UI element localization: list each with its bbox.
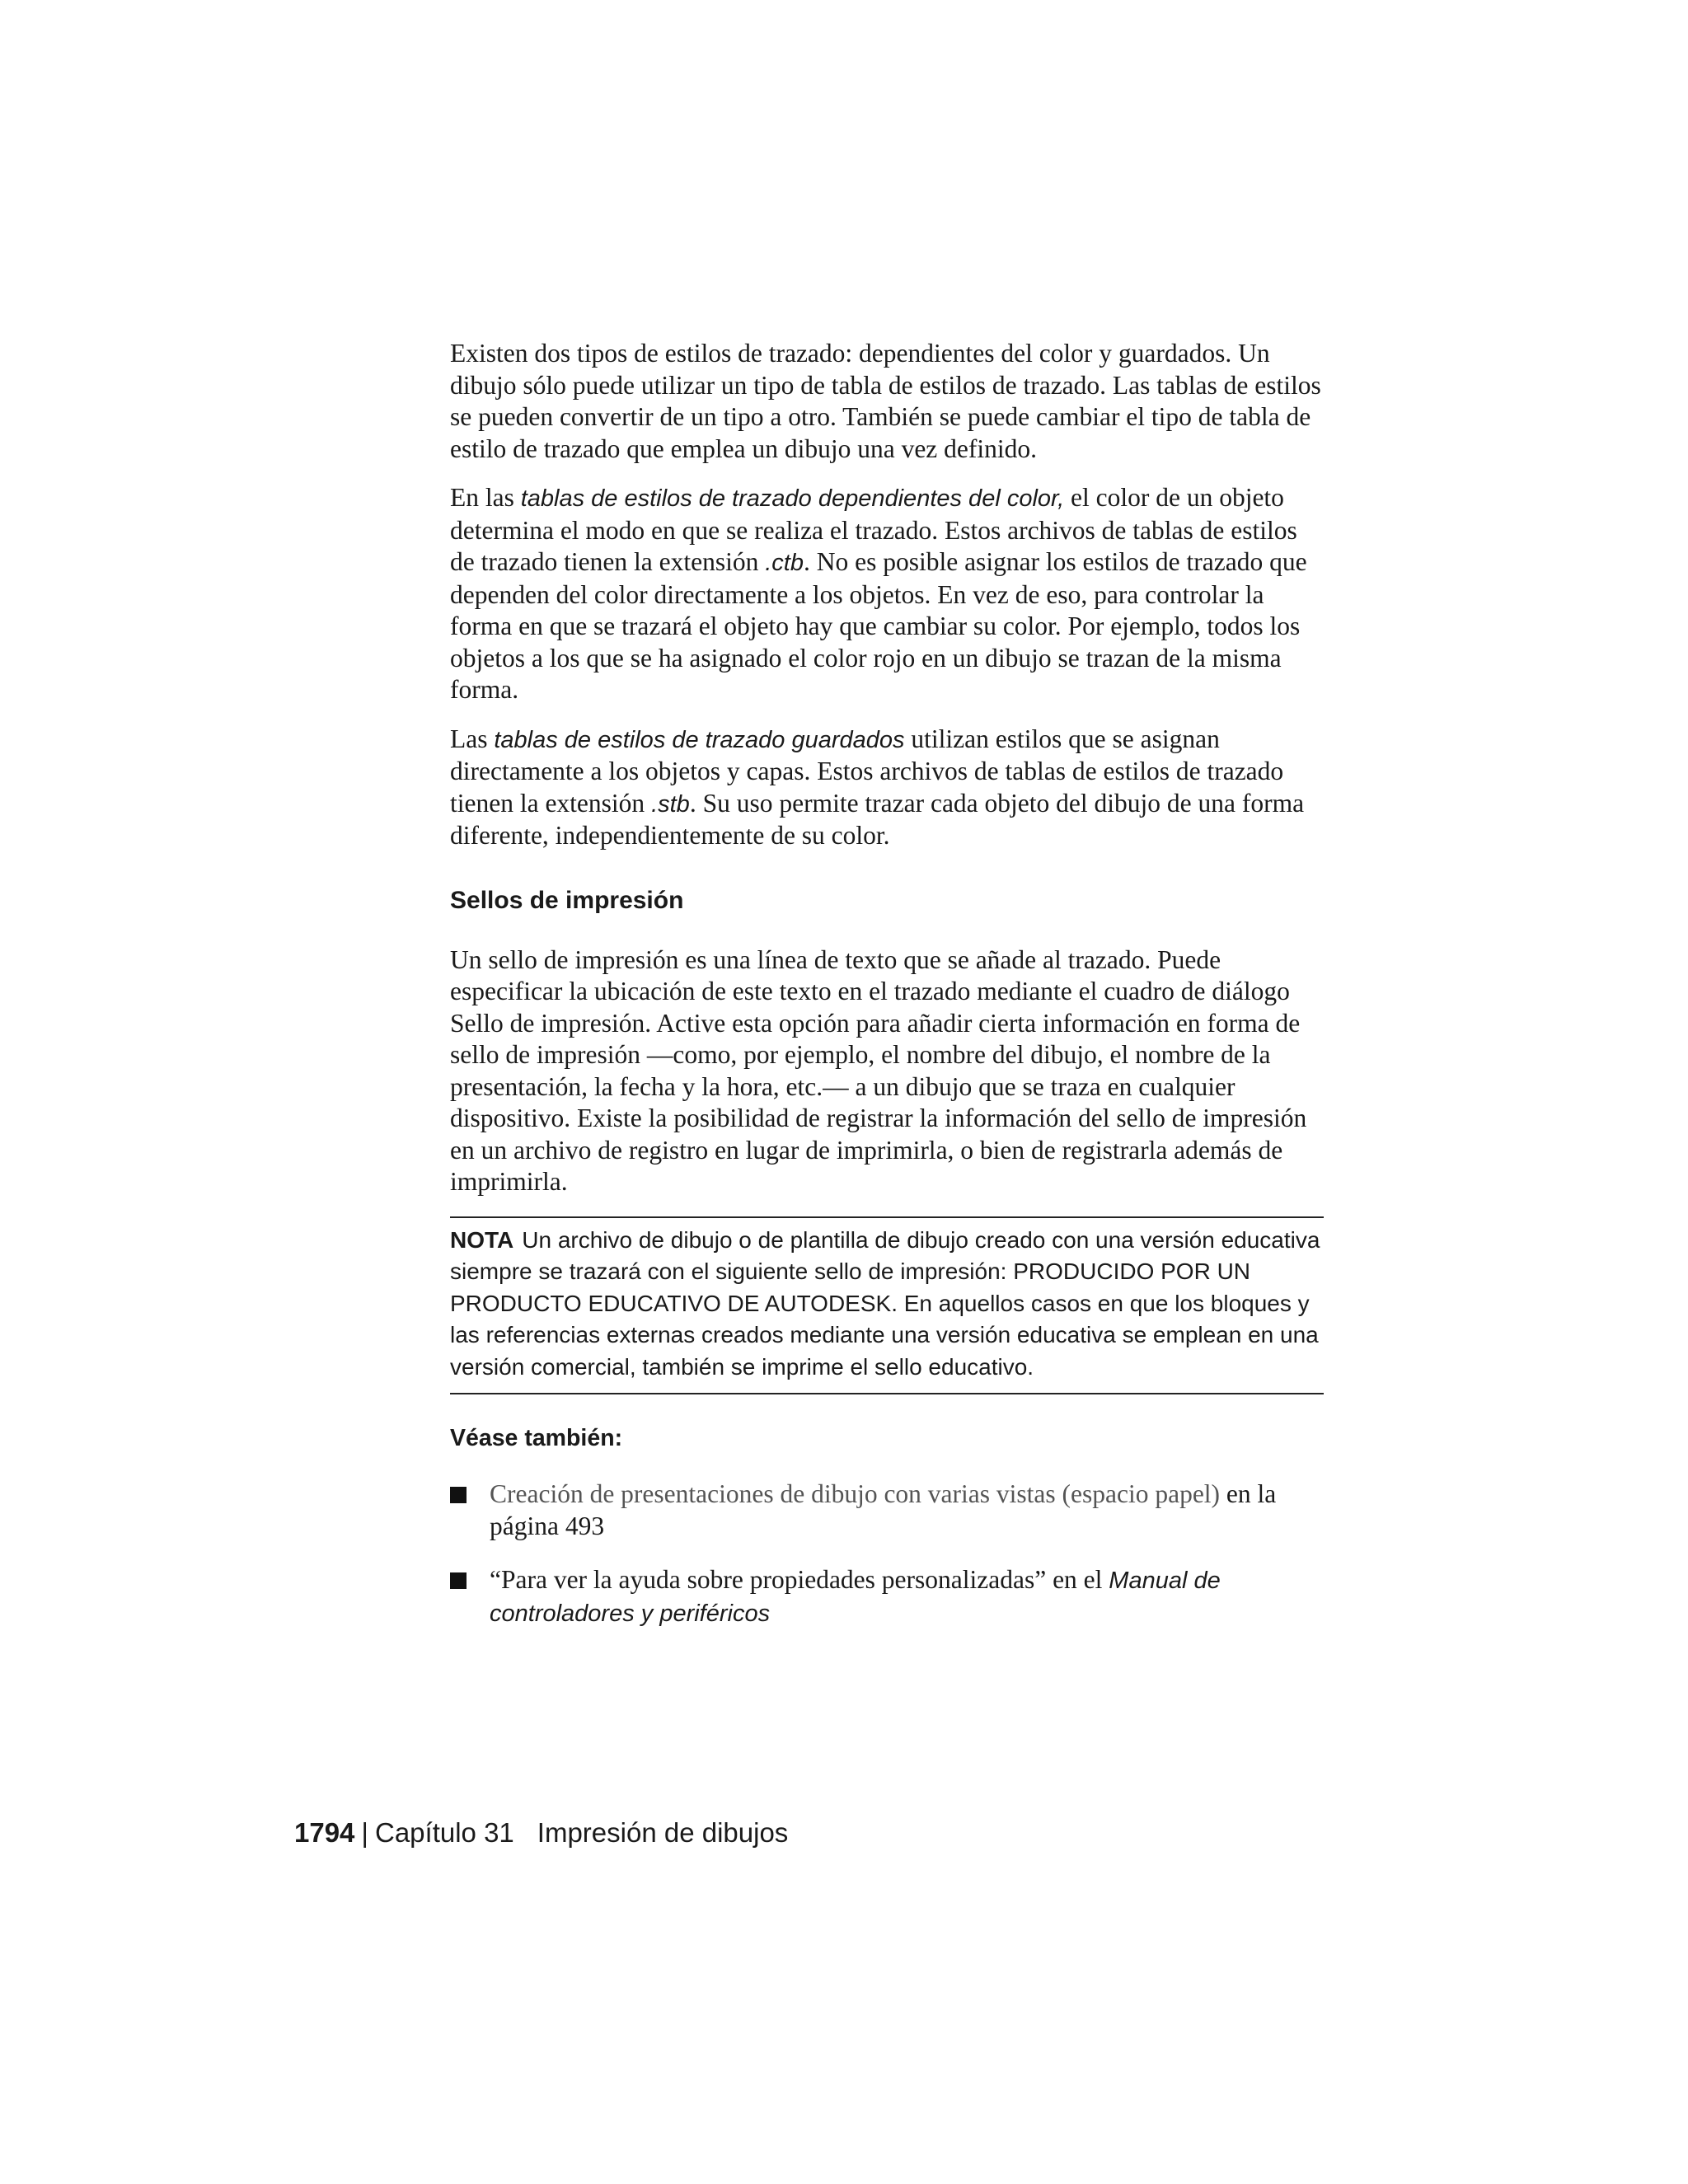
paragraph-plot-stamp: Un sello de impresión es una línea de texto que se añade al trazado. Puede especificar la ubicación de este texto en el trazado mediante el cuadro de diálogo Sello de impresión. Active esta opción para añadir cierta información en forma de sello de impresión —como, por ejemplo, el nombre del dibujo, el nombre de la presentación, la fecha y la hora, etc.— a un dibujo que se traza en cualquier dispositivo. Existe la posibilidad de registrar la información del sello de impresión en un archivo de registro en lugar de imprimirla, o bien de registrarla además de imprimirla. — [450, 944, 1307, 1196]
chapter-title: Impresión de dibujos — [537, 1817, 789, 1848]
file-extension: .stb — [651, 790, 690, 818]
text-run: “Para ver la ayuda sobre propiedades personalizadas” en el — [490, 1565, 1109, 1594]
see-also-list — [450, 1479, 1324, 1629]
text-run: en la página 493 — [490, 1479, 1277, 1540]
see-also-heading: Véase también: — [450, 1425, 623, 1451]
square-bullet-icon — [450, 1487, 467, 1503]
text-run: utilizan estilos que se asignan directamente a los objetos y capas. Estos archivos de tablas de estilos de trazado tienen la extensión — [450, 724, 1284, 818]
paragraph-plot-style-types: Existen dos tipos de estilos de trazado: dependientes del color y guardados. Un dibujo sólo puede utilizar un tipo de tabla de estilos de trazado. Las tablas de estilos se pueden convertir de un tipo a otro. También se puede cambiar el tipo de tabla de estilo de trazado que emplea un dibujo una vez definido. — [450, 339, 1321, 463]
section-heading: Sellos de impresión — [450, 886, 684, 914]
note-text: Un archivo de dibujo o de plantilla de dibujo creado con una versión educativa siempre se trazará con el siguiente sello de impresión: PRODUCIDO POR UN PRODUCTO EDUCATIVO DE AUTODESK. En aquellos casos en que los bloques y las referencias externas creados mediante una versión educativa se emplean en una versión comercial, también se imprime el sello educativo. — [450, 1226, 1320, 1380]
square-bullet-icon — [450, 1572, 467, 1589]
emphasis-term: tablas de estilos de trazado guardados — [494, 726, 905, 753]
emphasis-term: tablas de estilos de trazado dependientes del color, — [520, 485, 1065, 512]
page-number: 1794 — [294, 1817, 355, 1848]
page-footer — [294, 1816, 788, 1849]
paragraph-named-styles — [450, 724, 1324, 852]
text-column — [450, 338, 1324, 1652]
text-run: . No es posible asignar los estilos de trazado que dependen del color directamente a los objetos. En vez de eso, para controlar la forma en que se trazará el objeto hay que cambiar su color. Por ejemplo, todos los objetos a los que se ha asignado el color rojo en un dibujo se trazan de la misma forma. — [450, 547, 1307, 704]
text-run: . Su uso permite trazar cada objeto del dibujo de una forma diferente, independientemente de su color. — [450, 788, 1305, 850]
footer-separator: | — [361, 1817, 368, 1848]
manual-title: Manual de controladores y periféricos — [490, 1568, 1221, 1627]
cross-reference-link[interactable]: Creación de presentaciones de dibujo con varias vistas (espacio papel) — [490, 1479, 1221, 1508]
paragraph-color-dependent — [450, 482, 1324, 706]
list-item — [450, 1479, 1324, 1542]
text-run: el color de un objeto determina el modo en que se realiza el trazado. Estos archivos de tablas de estilos de trazado tienen la extensión — [450, 483, 1297, 576]
text-run: En las — [450, 483, 521, 512]
list-item — [450, 1564, 1324, 1629]
note-label: NOTA — [450, 1226, 514, 1253]
text-run: Las — [450, 724, 495, 753]
file-extension: .ctb — [765, 550, 804, 576]
chapter-label: Capítulo 31 — [375, 1817, 514, 1848]
note-box — [450, 1216, 1324, 1395]
